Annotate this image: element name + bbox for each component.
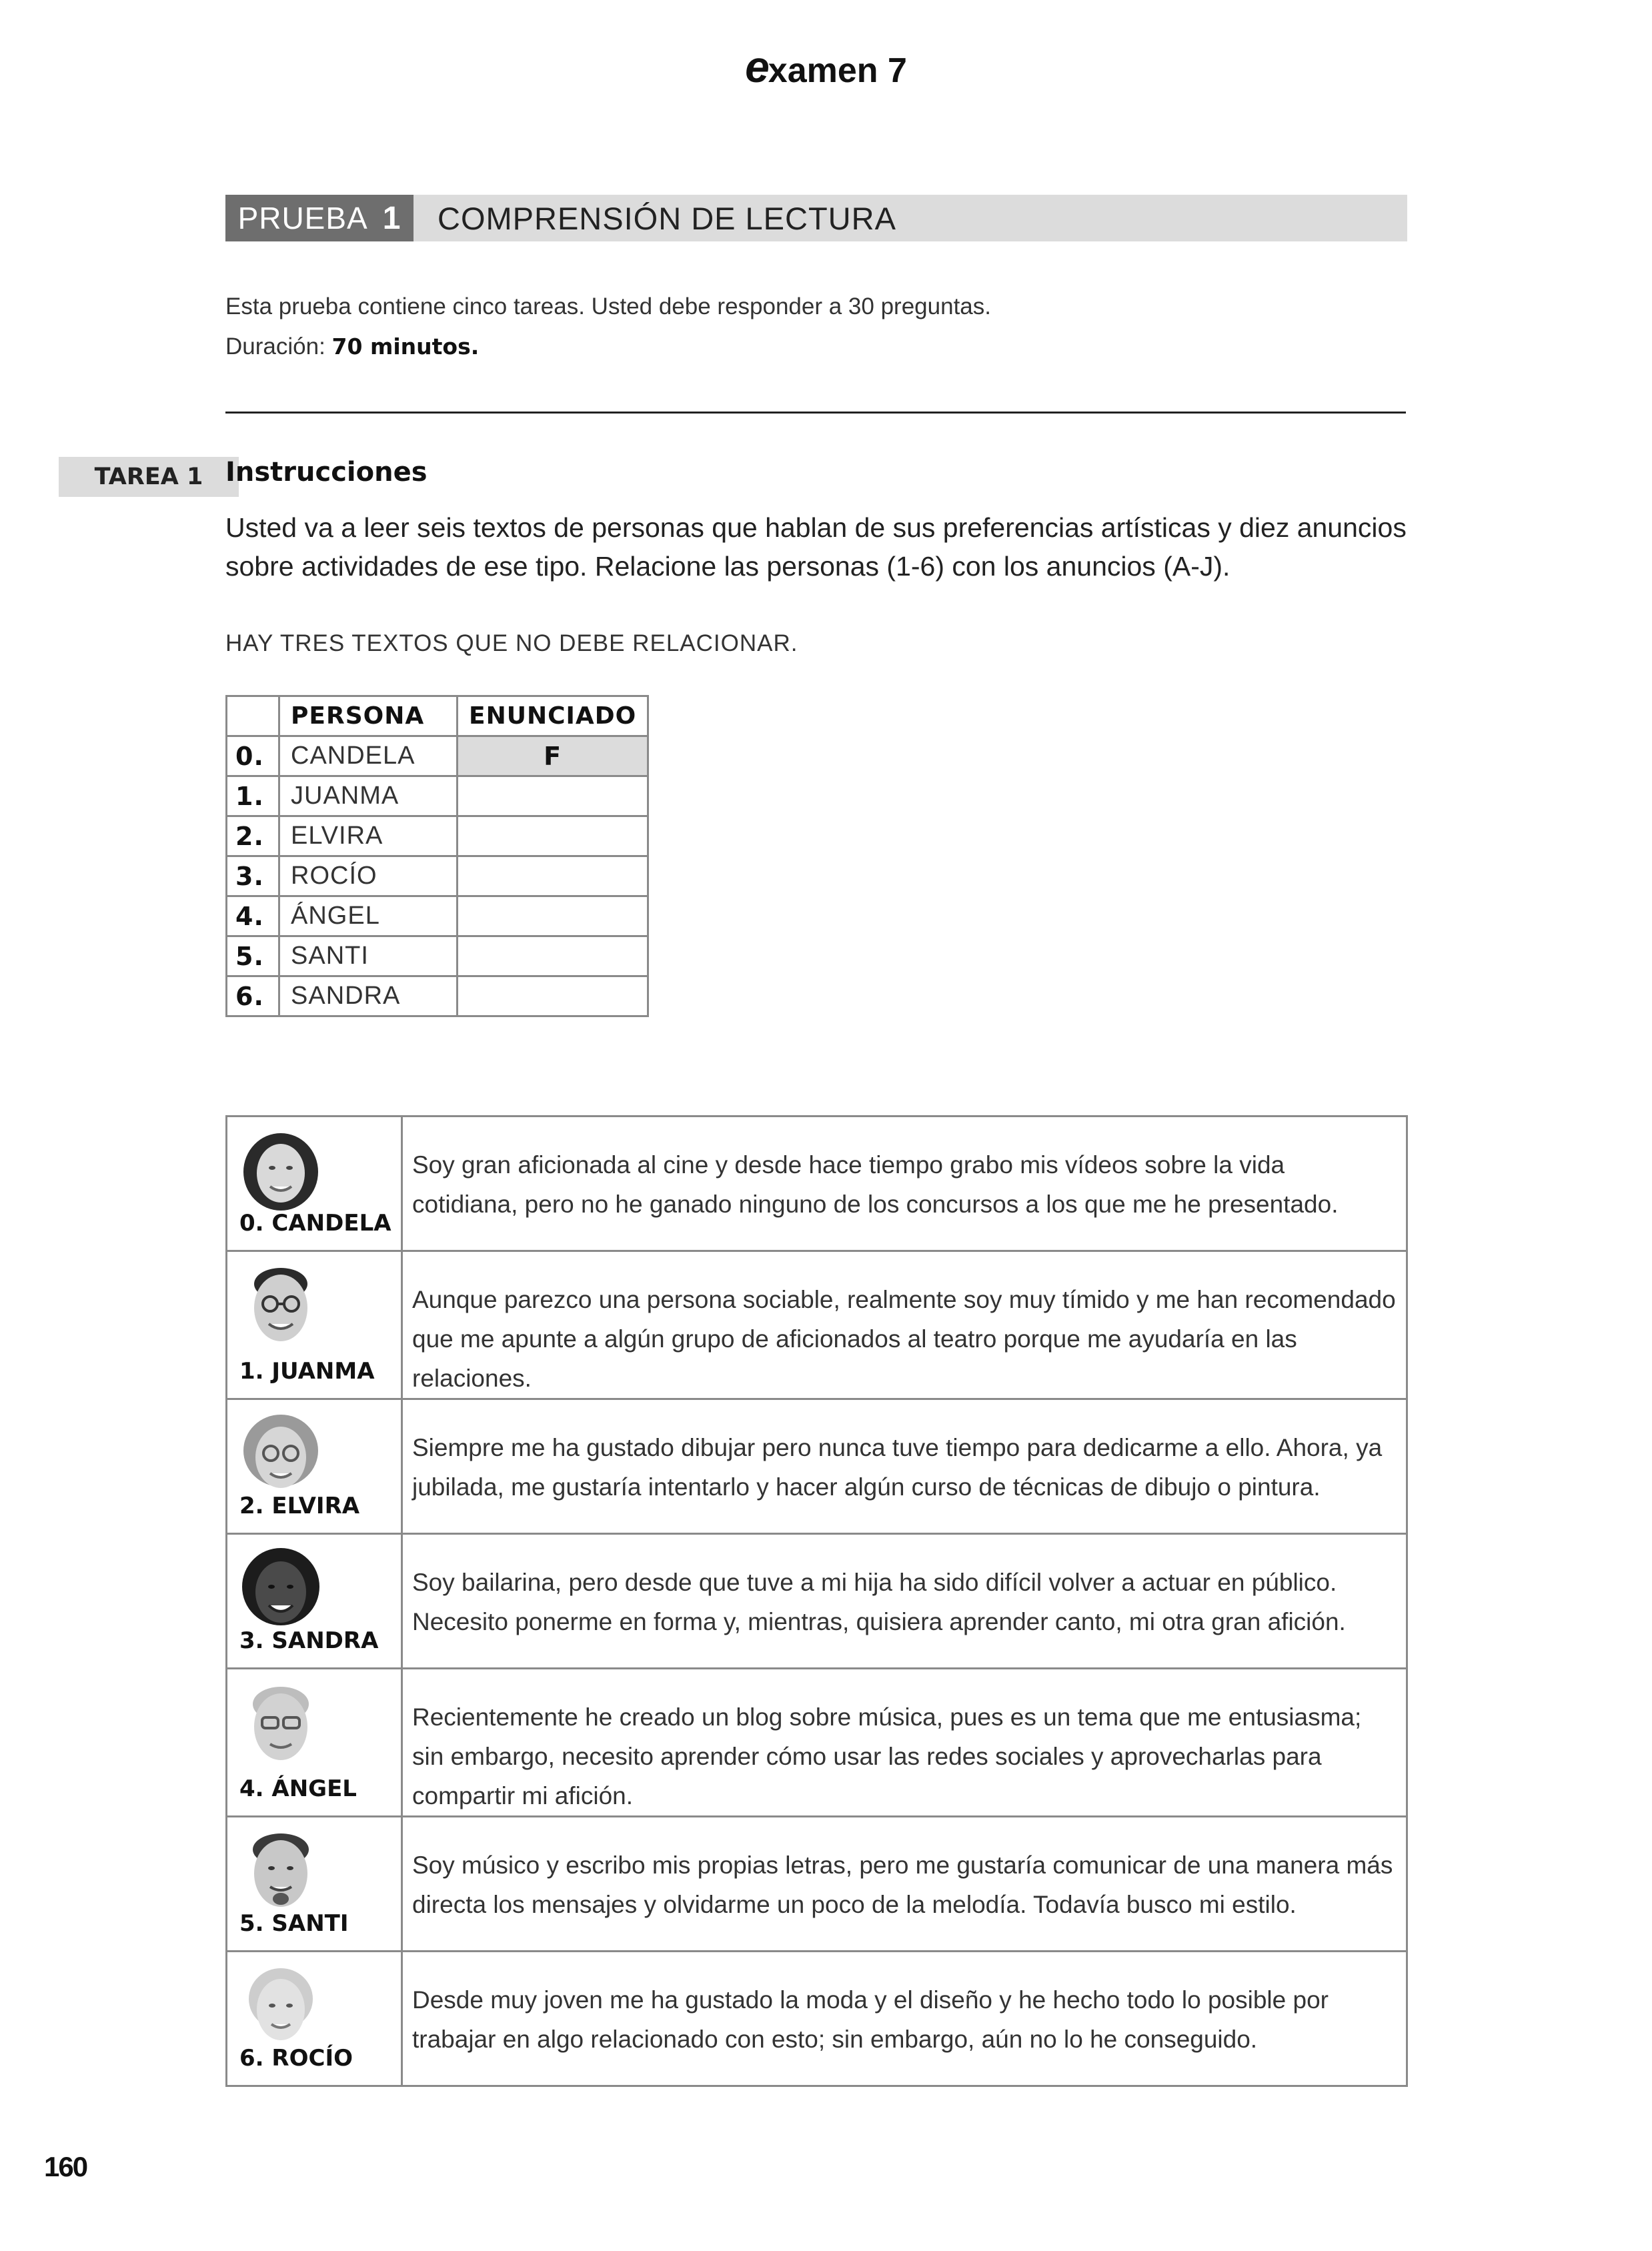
answer-table [225,695,649,1017]
older-woman-glasses-photo-icon [241,1412,321,1495]
person-text: Desde muy joven me ha gustado la moda y el diseño y he hecho todo lo posible por trabajar en algo relacionado con esto; sin embargo, aún no lo he conseguido. [402,1952,1407,2086]
row-enunciado-input[interactable] [458,936,648,976]
tarea-badge: TAREA 1 [59,457,239,497]
person-row [227,1952,1407,2086]
row-enunciado-input[interactable] [458,976,648,1016]
row-persona: SANTI [279,936,458,976]
table-row [227,856,648,896]
people-table [225,1115,1408,2087]
person-cell [227,1817,402,1952]
person-text: Siempre me ha gustado dibujar pero nunca tuve tiempo para dedicarme a ello. Ahora, ya jubilada, me gustaría intentarlo y hacer algún curso de técnicas de dibujo o pintura. [402,1399,1407,1534]
person-cell [227,1534,402,1669]
person-cell [227,1399,402,1534]
person-label: 1. JUANMA [239,1358,375,1385]
blonde-woman-photo-icon [241,1964,321,2047]
person-label: 4. ÁNGEL [239,1775,357,1802]
row-enunciado: F [458,736,648,776]
duration-value: 70 minutos. [331,333,480,359]
table-row [227,936,648,976]
row-number: 2. [227,816,279,856]
table-row [227,776,648,816]
table-row [227,736,648,776]
person-row [227,1116,1407,1251]
row-persona: ÁNGEL [279,896,458,936]
row-enunciado-input[interactable] [458,896,648,936]
person-text: Soy bailarina, pero desde que tuve a mi hija ha sido difícil volver a actuar en público. Necesito ponerme en forma y, mientras, quisiera aprender canto, mi otra gran afición. [402,1534,1407,1669]
prueba-header [225,195,1407,241]
instructions-note: HAY TRES TEXTOS QUE NO DEBE RELACIONAR. [225,630,798,656]
man-goatee-photo-icon [241,1829,321,1912]
table-row [227,976,648,1016]
person-row [227,1669,1407,1817]
prueba-title: COMPRENSIÓN DE LECTURA [438,200,896,236]
person-text: Recientemente he creado un blog sobre música, pues es un tema que me entusiasma; sin embargo, necesito aprender cómo usar las redes sociales y aprovecharlas para compartir mi afición. [402,1669,1407,1817]
row-number: 5. [227,936,279,976]
row-number: 3. [227,856,279,896]
woman-dark-hair-photo-icon [241,1129,321,1212]
prueba-number: 1 [382,200,401,236]
table-row [227,896,648,936]
person-label: 2. ELVIRA [239,1493,360,1519]
row-number: 1. [227,776,279,816]
row-persona: ELVIRA [279,816,458,856]
divider [225,412,1406,414]
header-cell-enunciado: ENUNCIADO [458,696,648,736]
prueba-tag-label: PRUEBA [237,201,368,235]
page-title [0,41,1652,92]
instructions-title: Instrucciones [225,457,428,488]
person-label: 3. SANDRA [239,1627,379,1654]
page-title-rest: xamen 7 [768,51,907,90]
row-persona: CANDELA [279,736,458,776]
person-cell [227,1116,402,1251]
person-cell [227,1251,402,1399]
row-number: 4. [227,896,279,936]
row-persona: JUANMA [279,776,458,816]
row-enunciado-input[interactable] [458,856,648,896]
intro-text [225,287,991,367]
row-persona: SANDRA [279,976,458,1016]
person-row [227,1817,1407,1952]
instructions-text: Usted va a leer seis textos de personas que hablan de sus preferencias artísticas y diez anuncios sobre actividades de ese tipo. Relacione las personas (1-6) con los anuncios (A-J). [225,512,1407,582]
row-number: 0. [227,736,279,776]
person-text: Aunque parezco una persona sociable, realmente soy muy tímido y me han recomendado que me apunte a algún grupo de aficionados al teatro porque me ayudaría en las relaciones. [402,1251,1407,1399]
person-row [227,1399,1407,1534]
page-title-e: e [745,42,768,91]
person-row [227,1251,1407,1399]
person-label: 5. SANTI [239,1910,349,1937]
person-text: Soy músico y escribo mis propias letras, pero me gustaría comunicar de una manera más directa los mensajes y olvidarme un poco de la melodía. Todavía busco mi estilo. [402,1817,1407,1952]
row-persona: ROCÍO [279,856,458,896]
person-cell [227,1669,402,1817]
person-row [227,1534,1407,1669]
person-cell [227,1952,402,2086]
prueba-tag [225,195,414,241]
person-label: 0. CANDELA [239,1210,391,1237]
row-enunciado-input[interactable] [458,816,648,856]
header-cell-number [227,696,279,736]
header-cell-persona: PERSONA [279,696,458,736]
duration-line [225,327,991,367]
answer-table-header [227,696,648,736]
person-label: 6. ROCÍO [239,2045,353,2072]
man-glasses-photo-icon [241,1264,321,1347]
page-number: 160 [44,2151,87,2182]
intro-line: Esta prueba contiene cinco tareas. Usted debe responder a 30 preguntas. [225,293,991,319]
row-number: 6. [227,976,279,1016]
duration-label: Duración: [225,333,332,359]
row-enunciado-input[interactable] [458,776,648,816]
person-text: Soy gran aficionada al cine y desde hace tiempo grabo mis vídeos sobre la vida cotidiana, pero no he ganado ninguno de los concursos a los que me he presentado. [402,1116,1407,1251]
woman-curly-hair-photo-icon [241,1547,321,1629]
table-row [227,816,648,856]
older-man-glasses-photo-icon [241,1681,321,1764]
